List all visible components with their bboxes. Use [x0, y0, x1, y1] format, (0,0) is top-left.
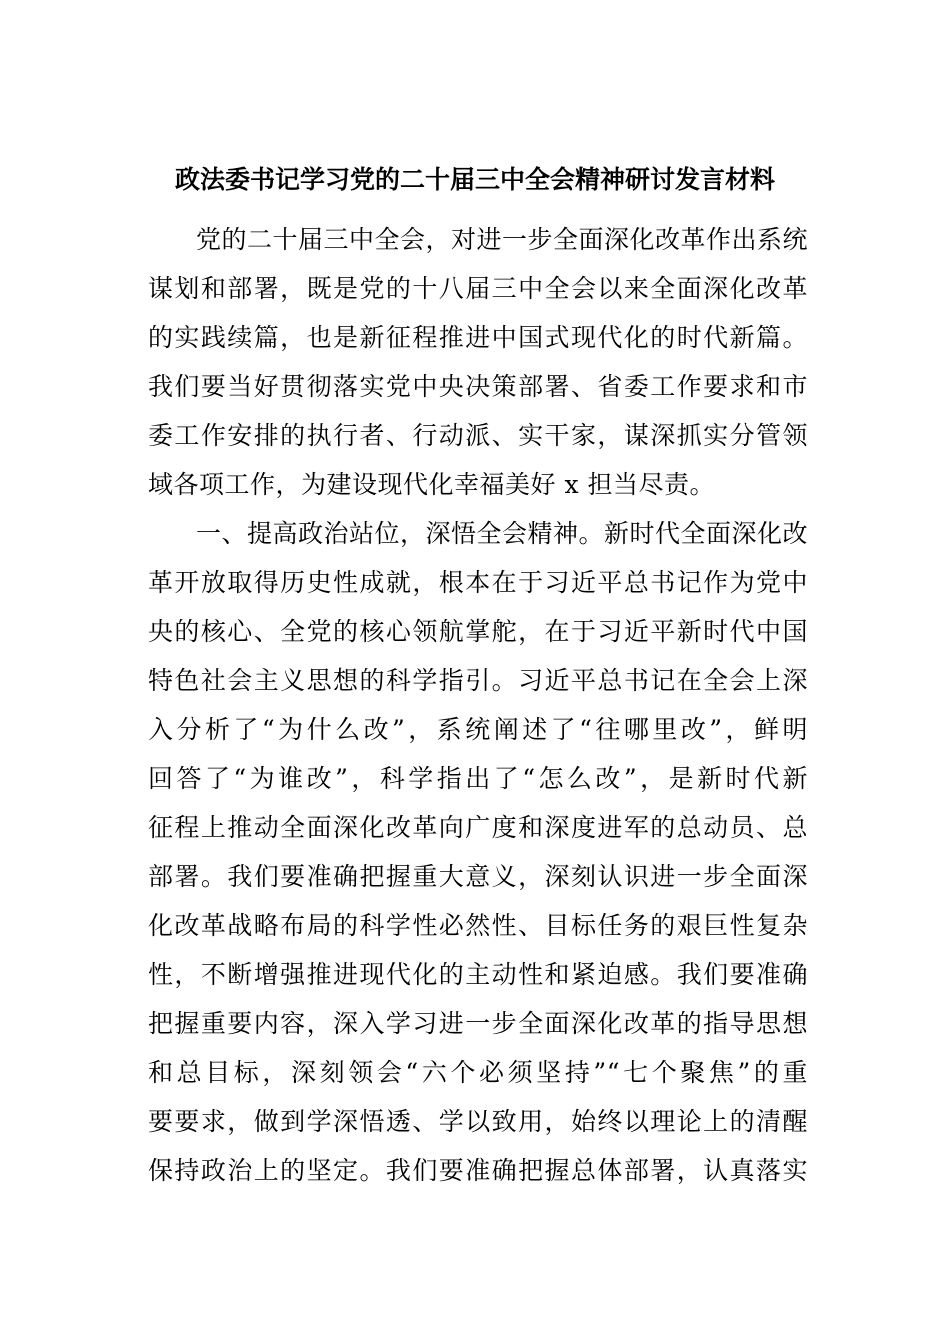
paragraph-2-line-3: 央的核心、全党的核心领航掌舵，在于习近平新时代中国 — [148, 617, 808, 646]
paragraph-2-line-14: 保持政治上的坚定。我们要准确把握总体部署，认真落实 — [148, 1156, 808, 1185]
paragraph-2-line-8: 部署。我们要准确把握重大意义，深刻认识进一步全面深 — [148, 862, 808, 891]
paragraph-2-line-11: 把握重要内容，深入学习进一步全面深化改革的指导思想 — [148, 1009, 808, 1038]
paragraph-2-line-13: 要要求，做到学深悟透、学以致用，始终以理论上的清醒 — [148, 1107, 808, 1136]
paragraph-2-line-5: 入分析了“为什么改”，系统阐述了“往哪里改”，鲜明 — [148, 715, 808, 744]
paragraph-2-line-1: 一、提高政治站位，深悟全会精神。新时代全面深化改 — [196, 519, 809, 548]
document-title: 政法委书记学习党的二十届三中全会精神研讨发言材料 — [174, 165, 775, 194]
paragraph-1-line-5: 委工作安排的执行者、行动派、实干家，谋深抓实分管领 — [148, 421, 808, 450]
paragraph-2-line-10: 性，不断增强推进现代化的主动性和紧迫感。我们要准确 — [148, 960, 808, 989]
paragraph-2-line-6: 回答了“为谁改”，科学指出了“怎么改”，是新时代新 — [148, 764, 808, 793]
paragraph-1-line-6: 域各项工作，为建设现代化幸福美好 x 担当尽责。 — [148, 470, 715, 499]
paragraph-2-line-4: 特色社会主义思想的科学指引。习近平总书记在全会上深 — [148, 666, 808, 695]
paragraph-2-line-2: 革开放取得历史性成就，根本在于习近平总书记作为党中 — [148, 568, 808, 597]
paragraph-2-line-9: 化改革战略布局的科学性必然性、目标任务的艰巨性复杂 — [148, 911, 808, 940]
paragraph-1-line-3: 的实践续篇，也是新征程推进中国式现代化的时代新篇。 — [148, 323, 808, 352]
paragraph-1-line-1: 党的二十届三中全会，对进一步全面深化改革作出系统 — [196, 225, 809, 254]
paragraph-1-line-2: 谋划和部署，既是党的十八届三中全会以来全面深化改革 — [148, 274, 808, 303]
paragraph-1-line-4: 我们要当好贯彻落实党中央决策部署、省委工作要求和市 — [148, 372, 808, 401]
paragraph-2-line-7: 征程上推动全面深化改革向广度和深度进军的总动员、总 — [148, 813, 808, 842]
paragraph-2-line-12: 和总目标，深刻领会“六个必须坚持”“七个聚焦”的重 — [148, 1058, 808, 1087]
